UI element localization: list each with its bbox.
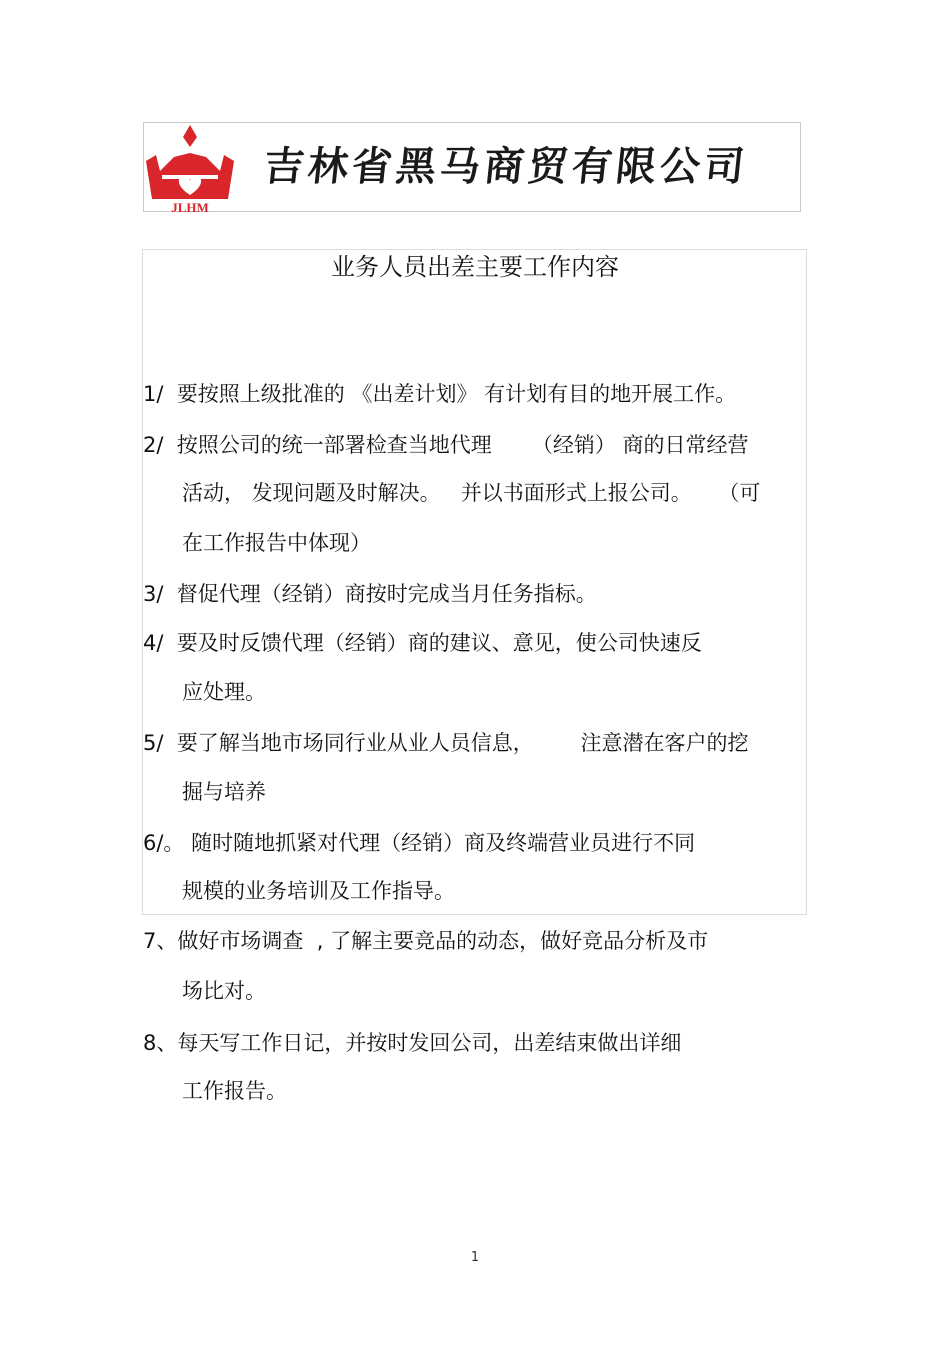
page-number: 1 [470,1250,480,1265]
item-text: 每天写工作日记，并按时发回公司，出差结束做出详细 [177,1031,682,1055]
item-text: 要按照上级批准的 《出差计划》 有计划有目的地开展工作。 [176,382,737,406]
list-item-7-cont: 场比对。 [182,979,266,1003]
item-number: 1/ [143,382,164,406]
list-item-4 [143,628,702,658]
item-number: 3/ [143,582,164,606]
list-item-6 [143,828,695,858]
item-text: 随时随地抓紧对代理（经销）商及终端营业员进行不同 [191,831,696,855]
list-item-7 [143,926,708,956]
list-item-2-cont: 活动， 发现问题及时解决。 并以书面形式上报公司。 （可 [182,481,761,505]
item-text: 督促代理（经销）商按时完成当月任务指标。 [176,582,597,606]
item-number: 4/ [143,631,164,655]
list-item-1 [143,379,736,409]
item-text: 要及时反馈代理（经销）商的建议、意见，使公司快速反 [176,631,702,655]
document-title: 业务人员出差主要工作内容 [331,253,619,281]
item-number: 7、 [143,929,178,953]
list-item-2 [143,430,749,460]
list-item-2-cont: 在工作报告中体现） [182,531,371,555]
list-item-5 [143,728,749,758]
jlhm-crown-logo [144,123,236,213]
item-text: 按照公司的统一部署检查当地代理 （经销） 商的日常经营 [176,433,749,457]
item-text: 做好市场调查 , 了解主要竞品的动态，做好竞品分析及市 [177,929,709,953]
list-item-4-cont: 应处理。 [182,680,266,704]
list-item-3 [143,579,597,609]
header-banner [143,122,801,212]
company-name: 吉林省黑马商贸有限公司 [261,143,751,190]
item-text: 要了解当地市场同行业从业人员信息， 注意潜在客户的挖 [176,731,749,755]
item-number: 2/ [143,433,164,457]
item-number: 6/。 [143,831,185,855]
list-item-6-cont: 规模的业务培训及工作指导。 [182,879,455,903]
item-number: 8、 [143,1031,178,1055]
item-number: 5/ [143,731,164,755]
list-item-8-cont: 工作报告。 [182,1079,287,1103]
logo-text: JLHM [171,200,209,213]
list-item-5-cont: 掘与培养 [182,780,266,804]
list-item-8 [143,1028,681,1058]
